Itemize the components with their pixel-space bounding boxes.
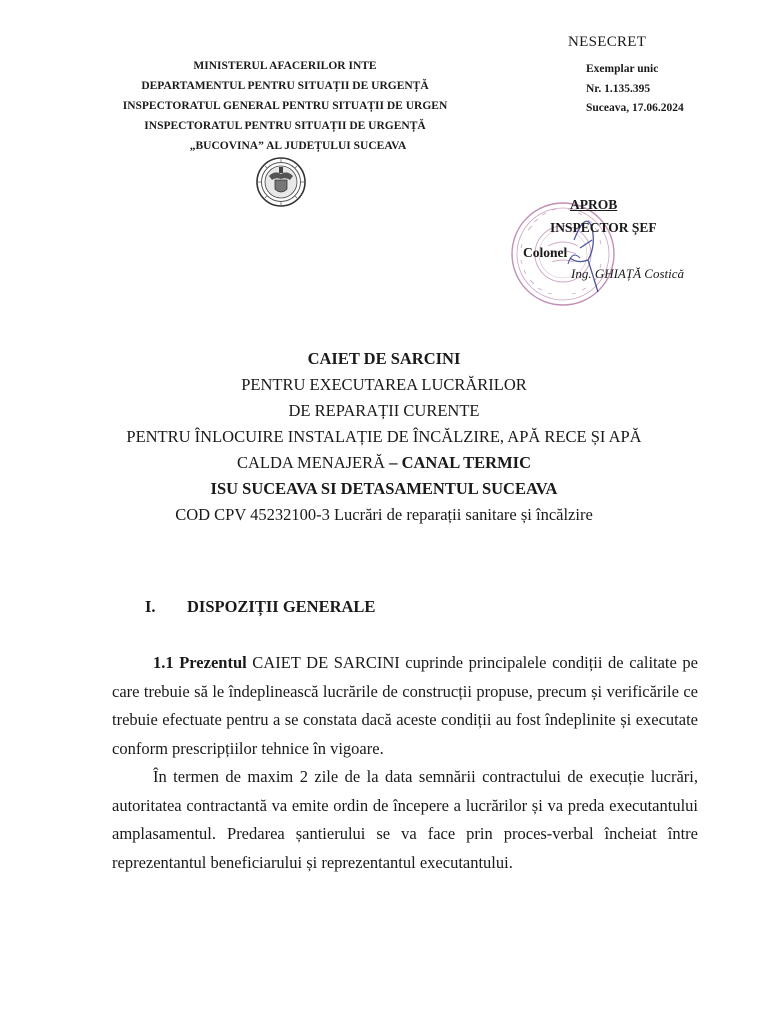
section-heading: [145, 597, 375, 617]
classification-label: NESECRET: [568, 34, 647, 50]
title-line-2: PENTRU EXECUTAREA LUCRĂRILOR: [241, 375, 527, 394]
paragraph-2-text: În termen de maxim 2 zile de la data semnării contractului de execuție lucrări, autoritatea contractantă va emite ordin de începere a lucrărilor și va preda executantului amplasamentul. Predarea șantierului se va face prin proces-verbal încheiat între reprezentantul beneficiarului și reprezentantul executantului.: [112, 767, 698, 872]
place-date: Suceava, 17.06.2024: [586, 102, 684, 114]
document-meta: [586, 60, 684, 119]
registration-number: Nr. 1.135.395: [586, 82, 651, 95]
title-line-4: PENTRU ÎNLOCUIRE INSTALAȚIE DE ÎNCĂLZIRE, APĂ RECE ȘI APĂ: [126, 427, 642, 446]
approver-rank: Colonel: [523, 245, 568, 260]
section-title: DISPOZIȚII GENERALE: [187, 597, 376, 616]
approval-label: APROB: [570, 197, 618, 212]
coat-of-arms-icon: [255, 156, 307, 208]
approver-title: INSPECTOR ȘEF: [550, 220, 657, 235]
ministry-line-3: INSPECTORATUL GENERAL PENTRU SITUAȚII DE URGEN: [122, 100, 448, 112]
ministry-line-5: „BUCOVINA” AL JUDEȚULUI SUCEAVA: [189, 140, 407, 152]
ministry-line-1: MINISTERUL AFACERILOR INTE: [193, 60, 377, 72]
cpv-code-line: COD CPV 45232100-3 Lucrări de reparații sanitare și încălzire: [175, 505, 593, 524]
paragraph-2: [112, 763, 698, 877]
title-line-3: DE REPARAȚII CURENTE: [288, 401, 480, 420]
ministry-header: [100, 56, 470, 156]
title-line-6: ISU SUCEAVA SI DETASAMENTUL SUCEAVA: [210, 479, 558, 498]
title-line-5-a: CALDA MENAJERĂ: [237, 453, 390, 472]
paragraph-1: [112, 649, 698, 763]
copy-label: Exemplar unic: [586, 63, 659, 75]
ministry-line-2: DEPARTAMENTUL PENTRU SITUAȚII DE URGENȚĂ: [141, 80, 429, 92]
approver-name: Ing. GHIAȚĂ Costică: [571, 266, 685, 281]
document-title: [0, 346, 768, 528]
title-line-5: [0, 450, 768, 476]
ministry-line-4: INSPECTORATUL PENTRU SITUAȚII DE URGENȚĂ: [144, 120, 426, 132]
paragraph-1-text: CAIET DE SARCINI cuprinde principalele condiții de calitate pe care trebuie să le îndeplinească lucrările de construcții propuse, precum și verificările ce trebuie efectuate pentru a se constata dacă aceste condiții au fost îndeplinite și executate conform prescripțiilor tehnice în vigoare.: [112, 653, 698, 758]
paragraph-1-lead: 1.1 Prezentul: [153, 653, 247, 672]
title-line-5-b: – CANAL TERMIC: [389, 453, 531, 472]
title-line-1: CAIET DE SARCINI: [307, 349, 461, 368]
section-number: I.: [145, 597, 156, 616]
